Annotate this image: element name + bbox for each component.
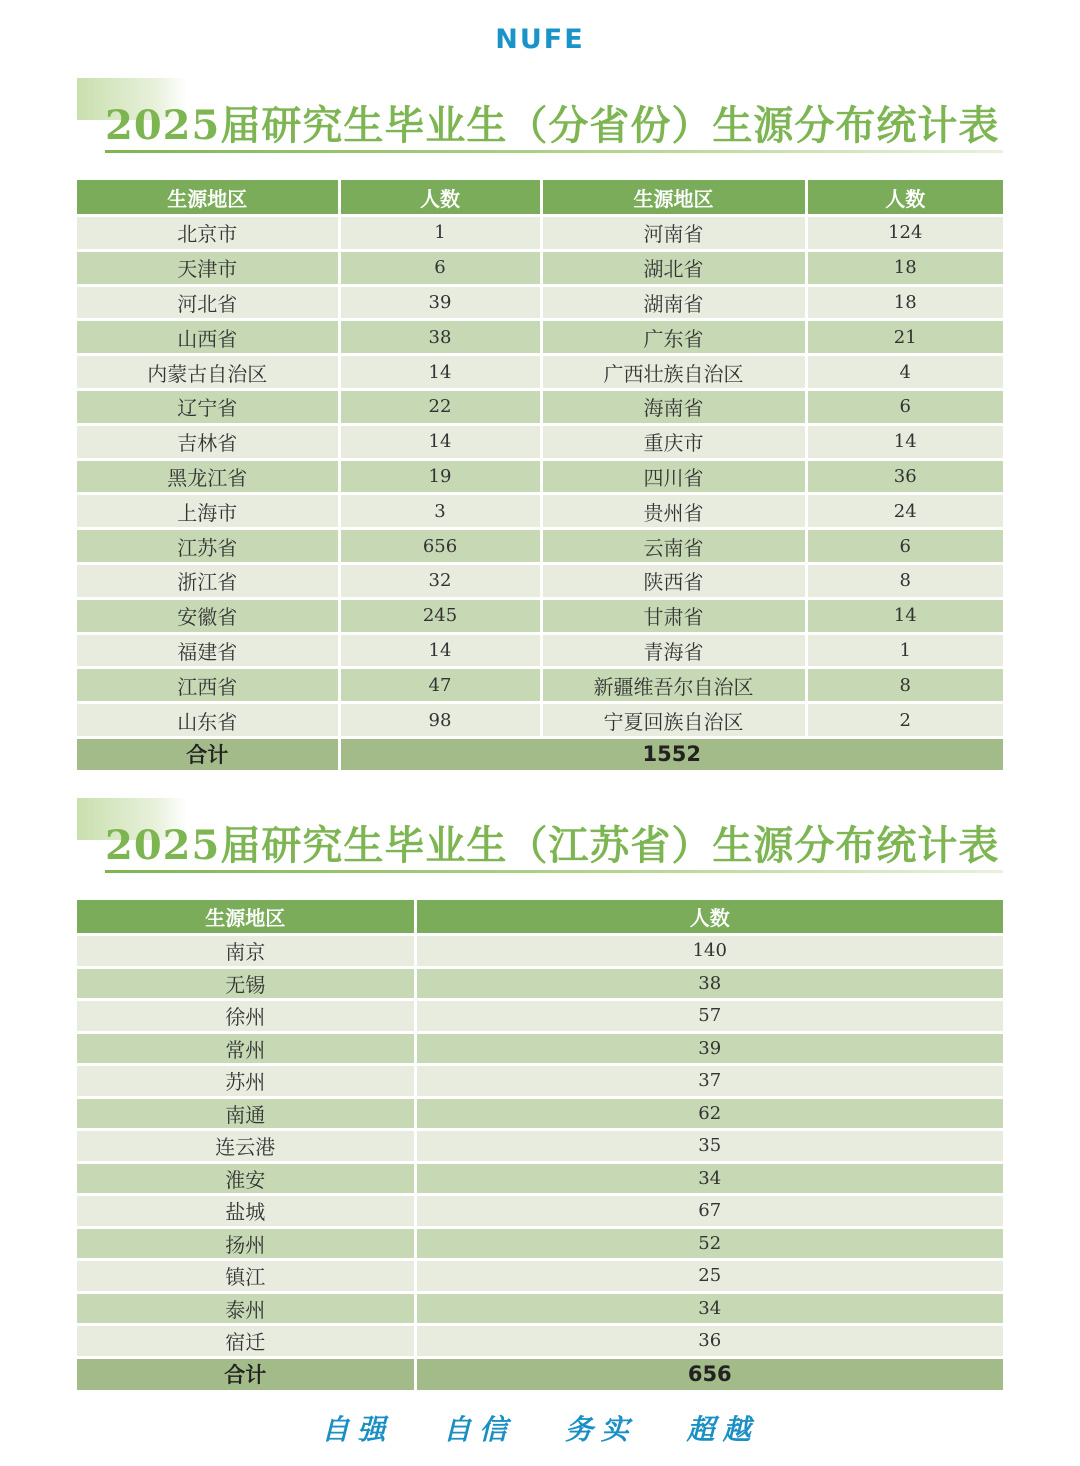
table-row bbox=[77, 1000, 1003, 1033]
count-cell: 1 bbox=[339, 216, 541, 251]
region-cell: 常州 bbox=[77, 1032, 415, 1065]
region-cell: 南京 bbox=[77, 935, 415, 968]
jiangsu-distribution-table bbox=[77, 900, 1003, 1393]
table-header-row bbox=[77, 900, 1003, 935]
region-cell: 甘肃省 bbox=[541, 598, 806, 633]
region-cell: 泰州 bbox=[77, 1292, 415, 1325]
table-row bbox=[77, 1065, 1003, 1098]
count-cell: 62 bbox=[415, 1097, 1003, 1130]
motto bbox=[0, 1408, 1080, 1448]
section2-title: 2025届研究生毕业生（江苏省）生源分布统计表 bbox=[105, 822, 1000, 869]
count-cell: 14 bbox=[806, 598, 1003, 633]
region-cell: 江苏省 bbox=[77, 529, 339, 564]
table-row bbox=[77, 285, 1003, 320]
region-cell: 浙江省 bbox=[77, 563, 339, 598]
section1-title: 2025届研究生毕业生（分省份）生源分布统计表 bbox=[105, 102, 1000, 149]
section1-heading bbox=[77, 78, 1007, 160]
region-cell: 青海省 bbox=[541, 633, 806, 668]
count-cell: 14 bbox=[339, 424, 541, 459]
heading-underline bbox=[105, 150, 1003, 153]
region-cell: 河南省 bbox=[541, 216, 806, 251]
region-cell: 黑龙江省 bbox=[77, 459, 339, 494]
table-row bbox=[77, 1162, 1003, 1195]
count-cell: 124 bbox=[806, 216, 1003, 251]
table-row bbox=[77, 633, 1003, 668]
table-row bbox=[77, 935, 1003, 968]
region-cell: 镇江 bbox=[77, 1260, 415, 1293]
region-cell: 海南省 bbox=[541, 389, 806, 424]
count-cell: 39 bbox=[339, 285, 541, 320]
region-cell: 淮安 bbox=[77, 1162, 415, 1195]
region-cell: 贵州省 bbox=[541, 494, 806, 529]
count-cell: 37 bbox=[415, 1065, 1003, 1098]
table-row bbox=[77, 1130, 1003, 1163]
motto-phrase: 务实 bbox=[564, 1413, 637, 1446]
motto-phrase: 超越 bbox=[686, 1413, 759, 1446]
region-cell: 陕西省 bbox=[541, 563, 806, 598]
total-value: 656 bbox=[415, 1357, 1003, 1391]
region-cell: 上海市 bbox=[77, 494, 339, 529]
region-cell: 广西壮族自治区 bbox=[541, 355, 806, 390]
province-distribution-table bbox=[77, 180, 1003, 773]
region-cell: 重庆市 bbox=[541, 424, 806, 459]
table-row bbox=[77, 216, 1003, 251]
count-cell: 57 bbox=[415, 1000, 1003, 1033]
column-header: 生源地区 bbox=[77, 900, 415, 935]
region-cell: 内蒙古自治区 bbox=[77, 355, 339, 390]
count-cell: 34 bbox=[415, 1162, 1003, 1195]
motto-phrase: 自强 bbox=[321, 1413, 394, 1446]
column-header: 人数 bbox=[415, 900, 1003, 935]
count-cell: 6 bbox=[339, 250, 541, 285]
count-cell: 6 bbox=[806, 529, 1003, 564]
table-row bbox=[77, 1227, 1003, 1260]
column-header: 生源地区 bbox=[541, 180, 806, 216]
table-row bbox=[77, 1032, 1003, 1065]
count-cell: 25 bbox=[415, 1260, 1003, 1293]
count-cell: 656 bbox=[339, 529, 541, 564]
table-row bbox=[77, 1097, 1003, 1130]
table-row bbox=[77, 563, 1003, 598]
count-cell: 38 bbox=[339, 320, 541, 355]
total-value: 1552 bbox=[339, 737, 1003, 771]
count-cell: 39 bbox=[415, 1032, 1003, 1065]
count-cell: 14 bbox=[806, 424, 1003, 459]
region-cell: 广东省 bbox=[541, 320, 806, 355]
total-label: 合计 bbox=[77, 1357, 415, 1391]
region-cell: 盐城 bbox=[77, 1195, 415, 1228]
count-cell: 32 bbox=[339, 563, 541, 598]
count-cell: 3 bbox=[339, 494, 541, 529]
count-cell: 22 bbox=[339, 389, 541, 424]
count-cell: 36 bbox=[806, 459, 1003, 494]
brand-logo: NUFE bbox=[495, 24, 585, 55]
region-cell: 山东省 bbox=[77, 703, 339, 738]
region-cell: 天津市 bbox=[77, 250, 339, 285]
count-cell: 8 bbox=[806, 563, 1003, 598]
count-cell: 8 bbox=[806, 668, 1003, 703]
count-cell: 18 bbox=[806, 250, 1003, 285]
table-row bbox=[77, 250, 1003, 285]
region-cell: 北京市 bbox=[77, 216, 339, 251]
count-cell: 98 bbox=[339, 703, 541, 738]
column-header: 人数 bbox=[806, 180, 1003, 216]
column-header: 人数 bbox=[339, 180, 541, 216]
region-cell: 苏州 bbox=[77, 1065, 415, 1098]
region-cell: 宿迁 bbox=[77, 1325, 415, 1358]
table-row bbox=[77, 424, 1003, 459]
count-cell: 19 bbox=[339, 459, 541, 494]
region-cell: 江西省 bbox=[77, 668, 339, 703]
table-row bbox=[77, 1195, 1003, 1228]
table-row bbox=[77, 529, 1003, 564]
region-cell: 徐州 bbox=[77, 1000, 415, 1033]
table-row bbox=[77, 1292, 1003, 1325]
table-row bbox=[77, 598, 1003, 633]
count-cell: 47 bbox=[339, 668, 541, 703]
table-row bbox=[77, 389, 1003, 424]
table-row bbox=[77, 355, 1003, 390]
region-cell: 扬州 bbox=[77, 1227, 415, 1260]
count-cell: 14 bbox=[339, 355, 541, 390]
count-cell: 34 bbox=[415, 1292, 1003, 1325]
count-cell: 24 bbox=[806, 494, 1003, 529]
region-cell: 无锡 bbox=[77, 967, 415, 1000]
total-row bbox=[77, 737, 1003, 771]
region-cell: 新疆维吾尔自治区 bbox=[541, 668, 806, 703]
region-cell: 四川省 bbox=[541, 459, 806, 494]
table-row bbox=[77, 1260, 1003, 1293]
heading-underline bbox=[105, 870, 1003, 873]
region-cell: 连云港 bbox=[77, 1130, 415, 1163]
count-cell: 140 bbox=[415, 935, 1003, 968]
region-cell: 宁夏回族自治区 bbox=[541, 703, 806, 738]
region-cell: 湖南省 bbox=[541, 285, 806, 320]
total-label: 合计 bbox=[77, 737, 339, 771]
region-cell: 河北省 bbox=[77, 285, 339, 320]
table-row bbox=[77, 320, 1003, 355]
count-cell: 21 bbox=[806, 320, 1003, 355]
table-header-row bbox=[77, 180, 1003, 216]
region-cell: 安徽省 bbox=[77, 598, 339, 633]
count-cell: 18 bbox=[806, 285, 1003, 320]
region-cell: 山西省 bbox=[77, 320, 339, 355]
total-row bbox=[77, 1357, 1003, 1391]
table-row bbox=[77, 967, 1003, 1000]
region-cell: 辽宁省 bbox=[77, 389, 339, 424]
count-cell: 245 bbox=[339, 598, 541, 633]
region-cell: 南通 bbox=[77, 1097, 415, 1130]
count-cell: 67 bbox=[415, 1195, 1003, 1228]
table-row bbox=[77, 459, 1003, 494]
table-row bbox=[77, 1325, 1003, 1358]
count-cell: 38 bbox=[415, 967, 1003, 1000]
count-cell: 14 bbox=[339, 633, 541, 668]
count-cell: 52 bbox=[415, 1227, 1003, 1260]
column-header: 生源地区 bbox=[77, 180, 339, 216]
count-cell: 35 bbox=[415, 1130, 1003, 1163]
count-cell: 36 bbox=[415, 1325, 1003, 1358]
motto-phrase: 自信 bbox=[443, 1413, 516, 1446]
table-row bbox=[77, 703, 1003, 738]
count-cell: 2 bbox=[806, 703, 1003, 738]
count-cell: 1 bbox=[806, 633, 1003, 668]
region-cell: 吉林省 bbox=[77, 424, 339, 459]
region-cell: 云南省 bbox=[541, 529, 806, 564]
count-cell: 4 bbox=[806, 355, 1003, 390]
region-cell: 福建省 bbox=[77, 633, 339, 668]
table-row bbox=[77, 668, 1003, 703]
region-cell: 湖北省 bbox=[541, 250, 806, 285]
table-row bbox=[77, 494, 1003, 529]
section2-heading bbox=[77, 798, 1007, 880]
count-cell: 6 bbox=[806, 389, 1003, 424]
